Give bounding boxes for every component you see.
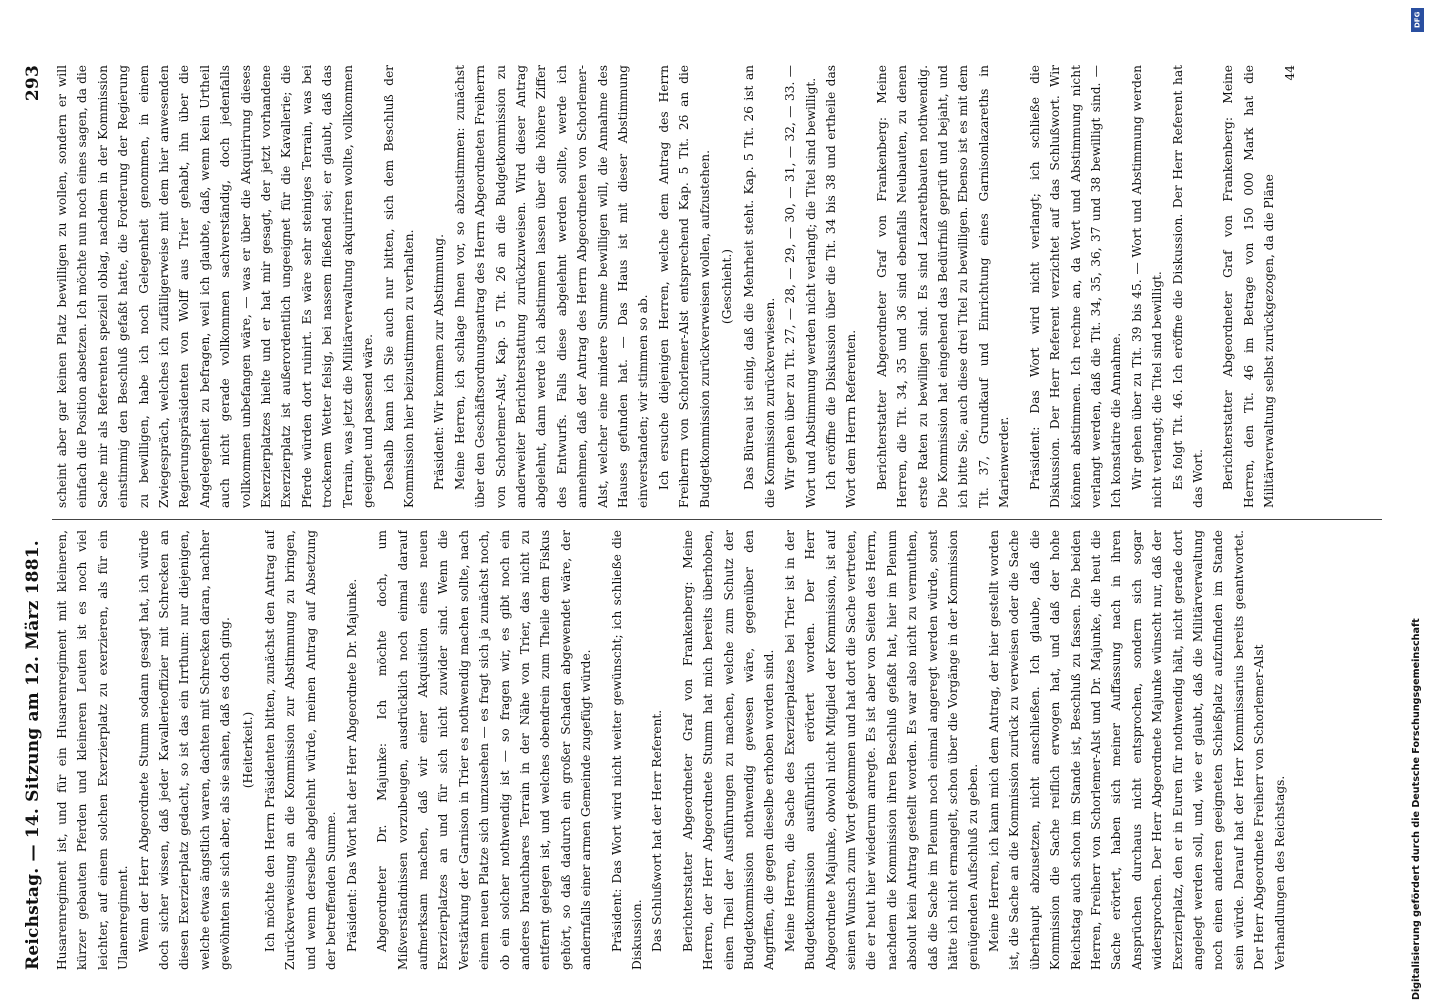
paragraph: Präsident: Das Wort hat der Herr Abgeordnete Dr. Majunke. <box>344 578 359 952</box>
paragraph-gap <box>419 65 429 508</box>
paragraph: Präsident: Das Wort wird nicht verlangt; ich schließe die Diskussion. Der Herr Referent verzichtet auf das Schlußwort. Wir können abstimmen. Ich rechne an, da Wort und Abstimmung nicht verlangt werden, daß die Tit. 34, 35, 36, 37 und 38 bewilligt sind. — Ich konstatire die Annahme. <box>1027 65 1124 508</box>
left-column <box>52 530 1382 970</box>
paragraph: Es folgt Tit. 46. Ich eröffne die Diskussion. Der Herr Referent hat das Wort. <box>1170 65 1205 508</box>
paragraph: Meine Herren, die Sache des Exerzierplatzes bei Trier ist in der Budgetkommission ausführlich erörtert worden. Der Herr Abgeordnete Majunke, obwohl nicht Mitglied der Kommission, ist auf seinen Wunsch zum Wort gekommen und hat dort die Sache vertreten, die er heut hier wiederum anregte. Es ist aber von Seiten des Herrn, nachdem die Kommission ihren Beschluß gefaßt hat, hier im Plenum absolut kein Antrag gestellt worden. Es war also nicht zu vermuthen, daß die Sache im Plenum noch einmal angeregt werden würde, sonst hätte ich nicht ermangelt, schon über die Vorgänge in der Kommission genügenden Aufschluß zu geben. <box>782 530 981 970</box>
paragraph-gap <box>597 530 607 970</box>
column-divider <box>52 519 1382 520</box>
paragraph: Berichterstatter Abgeordneter Graf von Frankenberg: Meine Herren, den Tit. 46 im Betrage von 150 000 Mark hat die Militärverwaltung selbst zurückgezogen, da die Pläne <box>1221 65 1277 508</box>
paragraph-gap <box>862 65 872 508</box>
paragraph: scheint aber gar keinen Platz bewilligen zu wollen, sondern er will einfach die Position absetzen. Ich möchte nun noch eines sagen, da die Sache mir als Referenten speziell oblag, nachdem in der Kommission einstimmig den Beschluß gefaßt hatte, die Forderung der Regierung zu bewilligen, habe ich noch Gelegenheit genommen, in einem Zwiegespräch, welches ich zufälligerweise mit dem hier anwesenden Regierungspräsidenten von Wolff aus Trier gehabt, ihn über die Angelegenheit zu befragen, weil ich glaubte, daß, wenn kein Urtheil auch nicht gerade vollkommen sachverständig, doch jedenfalls vollkommen unbefangen wäre, — was er über die Akquirirung dieses Exerzierplatzes hielte und er hat mir gesagt, der jetzt vorhandene Exerzierplatz ist außerordentlich ungeeignet für die Kavallerie; die Pferde würden dort ruinirt. Es wäre sehr steiniges Terrain, was bei trockenem Wetter felsig, bei nassem fließend sei; er glaubt, daß das Terrain, was jetzt die Militärverwaltung akquiriren wollte, vollkommen geeignet und passend wäre. <box>55 65 376 508</box>
paragraph: Verhandlungen des Reichstags. <box>1272 775 1287 970</box>
paragraph-gap <box>1015 65 1025 508</box>
page-header <box>18 65 48 970</box>
paragraph: Deshalb kann ich Sie auch nur bitten, sich dem Beschluß der Kommission hier beizustimmen zu verhalten. <box>381 65 416 508</box>
paragraph: (Geschieht.) <box>720 248 734 325</box>
paragraph: Berichterstatter Abgeordneter Graf von Frankenberg: Meine Herren, der Herr Abgeordnete Stumm hat mich bereits überhoben, einen Theil der Ausführungen zu machen, welche zum Schutz der Budgetkommission nothwendig gewesen wäre, gegenüber den Angriffen, die gegen dieselbe erhoben worden sind. <box>680 530 777 970</box>
paragraph: Das Büreau ist einig, daß die Mehrheit steht. Kap. 5 Tit. 26 ist an die Kommission zurückverwiesen. <box>742 65 777 508</box>
paragraph: Ich ersuche diejenigen Herren, welche dem Antrag des Herrn Freiherrn von Schorlemer-Alst entsprechend Kap. 5 Tit. 26 an die Budgetkommission zurückverweisen wollen, aufzustehen. <box>656 65 712 508</box>
paragraph: Wir gehen über zu Tit. 39 bis 45. — Wort und Abstimmung werden nicht verlangt; die Titel sind bewilligt. <box>1129 65 1165 508</box>
paragraph: Abgeordneter Dr. Majunke: Ich möchte doch, um Mißverständnissen vorzubeugen, ausdrücklich noch einmal darauf aufmerksam machen, daß wir einer Akquisition eines neuen Exerzierplatzes an und für sich nicht zuwider sind. Wenn die Verstärkung der Garnison in Trier es nothwendig machen sollte, nach einem neuen Platze sich umzusehen — es fragt sich ja zunächst noch, ob ein solcher nothwendig ist — so fragen wir, es gibt noch ein anderes brauchbares Terrain in der Nähe von Trier, das nicht zu entfernt gelegen ist, und welches obendrein zum Theile dem Fiskus gehört, so daß dadurch ein großer Schaden abgewendet wäre, der andernfalls einer armen Gemeinde zugefügt würde. <box>375 530 594 970</box>
paragraph: Meine Herren, ich kann mich dem Antrag, der hier gestellt worden ist, die Sache an die Kommission zurück zu verweisen oder die Sache überhaupt abzusetzen, nicht anschließen. Ich glaube, daß die Kommission die Sache reiflich erwogen hat, und daß der hohe Reichstag auch schon im Stande ist, Beschluß zu fassen. Die beiden Herren, Freiherr von Schorlemer-Alst und Dr. Majunke, die heut die Sache erörtert, haben sich meiner Auffassung nach in ihren Ansprüchen durchaus nicht entsprochen, sondern sich sogar widersprochen. Der Herr Abgeordnete Majunke wünscht nur, daß der Exerzierplatz, den er in Euren für nothwendig hält, nicht gerade dort angelegt werden soll, und, wie er glaubt, daß die Militärverwaltung noch einen anderen geeigneten Schießplatz aufzufinden im Stande sein würde. Darauf hat der Herr Kommissarius bereits geantwortet. Der Herr Abgeordnete Freiherr von Schorlemer-Alst <box>986 530 1267 970</box>
paragraph-gap <box>668 530 678 970</box>
paragraph: Ich möchte den Herrn Präsidenten bitten, zunächst den Antrag auf Zurückverweisung an die Kommission zur Abstimmung zu bringen, und wenn derselbe abgelehnt würde, meinen Antrag auf Absetzung der betreffenden Summe. <box>263 530 339 970</box>
paragraph: Wenn der Herr Abgeordnete Stumm sodann gesagt hat, ich würde doch sicher wissen, daß jeder Kavallerieoffizier mit Schrecken an diesen Exerzierplatz gedacht, so ist das ein Irrthum: nur diejenigen, welche etwas ängstlich waren, dachten mit Schrecken daran, nachher gewöhnten sie sich aber, als sie sahen, daß es doch ging. <box>136 530 233 970</box>
paragraph: Präsident: Wir kommen zur Abstimmung. <box>432 234 447 490</box>
dfg-logo: DFG <box>1411 8 1424 32</box>
paragraph: (Heiterkeit.) <box>240 711 255 789</box>
running-head: Reichstag. — 14. Sitzung am 12. März 1881. <box>23 540 43 970</box>
paragraph-gap <box>1208 65 1218 508</box>
dfg-funding-note: Digitalisierung gefördert durch die Deutsche Forschungsgemeinschaft <box>1411 618 1422 1000</box>
paragraph: 44 <box>1282 65 1297 81</box>
paragraph: Wir gehen über zu Tit. 27, — 28, — 29, — 30, — 31, — 32, — 33. — Wort und Abstimmung werden nicht verlangt; die Titel sind bewilligt. <box>783 65 818 508</box>
paragraph-gap <box>362 530 372 970</box>
paragraph: Präsident: Das Wort wird nicht weiter gewünscht; ich schließe die Diskussion. <box>609 530 644 970</box>
paragraph: Ich eröffne die Diskussion über die Tit. 34 bis 38 und ertheile das Wort dem Herrn Referenten. <box>824 65 859 508</box>
paragraph: Das Schlußwort hat der Herr Referent. <box>650 709 665 952</box>
page-number: 293 <box>23 65 43 102</box>
paragraph: Meine Herren, ich schlage Ihnen vor, so abzustimmen: zunächst über den Geschäftsordnungsantrag des Herrn Abgeordneten Freiherrn von Schorlemer-Alst, Kap. 5 Tit. 26 an die Budgetkommission zu anderweiter Berichterstattung zurückzuweisen. Wird dieser Antrag abgelehnt, dann werde ich abstimmen lassen über die höhere Ziffer des Entwurfs. Falls diese abgelehnt werden sollte, werde ich annehmen, daß der Antrag des Herrn Abgeordneten von Schorlemer-Alst, welcher eine mindere Summe bewilligen will, die Annahme des Hauses gefunden hat. — Das Haus ist mit dieser Abstimmung einverstanden; wir stimmen so ab. <box>452 65 651 508</box>
paragraph: Husarenregiment ist, und für ein Husarenregiment mit kleineren, kürzer gebauten Pferden und kleineren Leuten ist es noch viel leichter, auf einem solchen Exerzierplatz zu exerzieren, als für ein Ulanenregiment. <box>55 530 131 970</box>
right-column <box>52 65 1382 508</box>
paragraph: Berichterstatter Abgeordneter Graf von Frankenberg: Meine Herren, die Tit. 34, 35 und 36 sind ebenfalls Neubauten, zu denen erste Raten zu bewilligen sind. Es sind Lazarethbauten nothwendig. Die Kommission hat eingehend das Bedürfniß geprüft und bejaht, und ich bitte Sie, auch diese drei Titel zu bewilligen. Ebenso ist es mit dem Tit. 37, Grundkauf und Einrichtung eines Garnisonlazareths in Marienwerder. <box>874 65 1012 508</box>
